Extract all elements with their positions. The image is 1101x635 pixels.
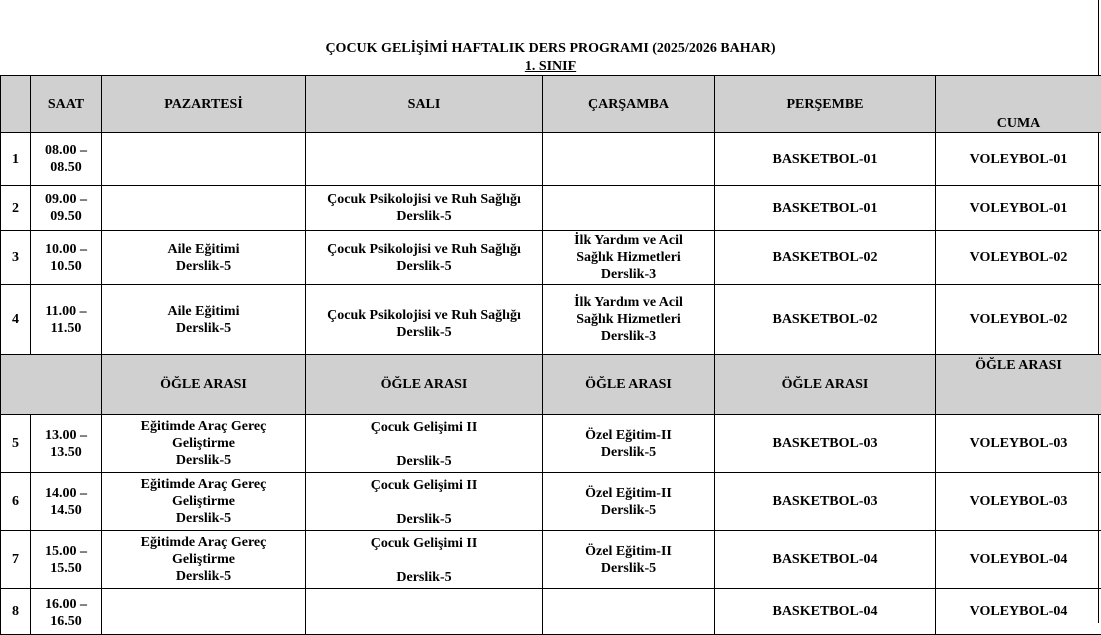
monday-cell [102,133,306,186]
header-cuma: CUMA [936,76,1101,133]
friday-cell: VOLEYBOL-02 [936,231,1101,285]
row-number: 7 [1,531,31,589]
table-row [1,231,1101,285]
friday-cell: VOLEYBOL-03 [936,473,1101,531]
wednesday-cell [543,133,715,186]
table-row [1,415,1101,473]
header-num-cell [1,76,31,133]
row-number: 6 [1,473,31,531]
row-number: 4 [1,285,31,355]
tuesday-cell: Çocuk Psikolojisi ve Ruh Sağlığı Derslik-5 [306,231,543,285]
thursday-cell: BASKETBOL-04 [715,531,936,589]
time-cell: 10.00 – 10.50 [31,231,102,285]
table-row [1,285,1101,355]
header-pazartesi: PAZARTESİ [102,76,306,133]
thursday-cell: BASKETBOL-04 [715,589,936,635]
lunch-thursday: ÖĞLE ARASI [715,355,936,415]
time-cell: 16.00 – 16.50 [31,589,102,635]
tuesday-cell: Çocuk Psikolojisi ve Ruh Sağlığı Derslik-5 [306,285,543,355]
wednesday-cell: İlk Yardım ve Acil Sağlık Hizmetleri Derslik-3 [543,231,715,285]
schedule-table [0,75,1101,635]
wednesday-cell [543,186,715,231]
row-number: 5 [1,415,31,473]
thursday-cell: BASKETBOL-03 [715,415,936,473]
time-cell: 15.00 – 15.50 [31,531,102,589]
row-number: 2 [1,186,31,231]
wednesday-cell: İlk Yardım ve Acil Sağlık Hizmetleri Derslik-3 [543,285,715,355]
lunch-row [1,355,1101,415]
friday-cell: VOLEYBOL-03 [936,415,1101,473]
table-row [1,589,1101,635]
class-label: 1. SINIF [0,59,1101,75]
header-saat: SAAT [31,76,102,133]
tuesday-cell: Çocuk Gelişimi II Derslik-5 [306,473,543,531]
table-row [1,531,1101,589]
time-cell: 09.00 – 09.50 [31,186,102,231]
thursday-cell: BASKETBOL-01 [715,133,936,186]
row-number: 3 [1,231,31,285]
wednesday-cell: Özel Eğitim-II Derslik-5 [543,473,715,531]
time-cell: 11.00 – 11.50 [31,285,102,355]
tuesday-cell: Çocuk Psikolojisi ve Ruh Sağlığı Derslik-5 [306,186,543,231]
wednesday-cell [543,589,715,635]
page-title: ÇOCUK GELİŞİMİ HAFTALIK DERS PROGRAMI (2025/2026 BAHAR) [0,41,1101,57]
header-persembe: PERŞEMBE [715,76,936,133]
header-carsamba: ÇARŞAMBA [543,76,715,133]
friday-cell: VOLEYBOL-04 [936,589,1101,635]
tuesday-cell: Çocuk Gelişimi II Derslik-5 [306,415,543,473]
lunch-monday: ÖĞLE ARASI [102,355,306,415]
monday-cell [102,589,306,635]
monday-cell: Aile Eğitimi Derslik-5 [102,285,306,355]
lunch-tuesday: ÖĞLE ARASI [306,355,543,415]
tuesday-cell: Çocuk Gelişimi II Derslik-5 [306,531,543,589]
header-sali: SALI [306,76,543,133]
time-cell: 14.00 – 14.50 [31,473,102,531]
friday-cell: VOLEYBOL-04 [936,531,1101,589]
row-number: 8 [1,589,31,635]
table-row [1,133,1101,186]
friday-cell: VOLEYBOL-01 [936,133,1101,186]
monday-cell [102,186,306,231]
time-cell: 13.00 – 13.50 [31,415,102,473]
row-number: 1 [1,133,31,186]
tuesday-cell [306,133,543,186]
friday-cell: VOLEYBOL-02 [936,285,1101,355]
lunch-blank-cell [1,355,102,415]
thursday-cell: BASKETBOL-02 [715,231,936,285]
monday-cell: Aile Eğitimi Derslik-5 [102,231,306,285]
wednesday-cell: Özel Eğitim-II Derslik-5 [543,531,715,589]
table-row [1,473,1101,531]
time-cell: 08.00 – 08.50 [31,133,102,186]
lunch-friday: ÖĞLE ARASI [936,355,1101,415]
wednesday-cell: Özel Eğitim-II Derslik-5 [543,415,715,473]
table-row [1,186,1101,231]
thursday-cell: BASKETBOL-01 [715,186,936,231]
monday-cell: Eğitimde Araç Gereç Geliştirme Derslik-5 [102,415,306,473]
monday-cell: Eğitimde Araç Gereç Geliştirme Derslik-5 [102,531,306,589]
tuesday-cell [306,589,543,635]
header-row [1,76,1101,133]
monday-cell: Eğitimde Araç Gereç Geliştirme Derslik-5 [102,473,306,531]
thursday-cell: BASKETBOL-03 [715,473,936,531]
thursday-cell: BASKETBOL-02 [715,285,936,355]
friday-cell: VOLEYBOL-01 [936,186,1101,231]
lunch-wednesday: ÖĞLE ARASI [543,355,715,415]
